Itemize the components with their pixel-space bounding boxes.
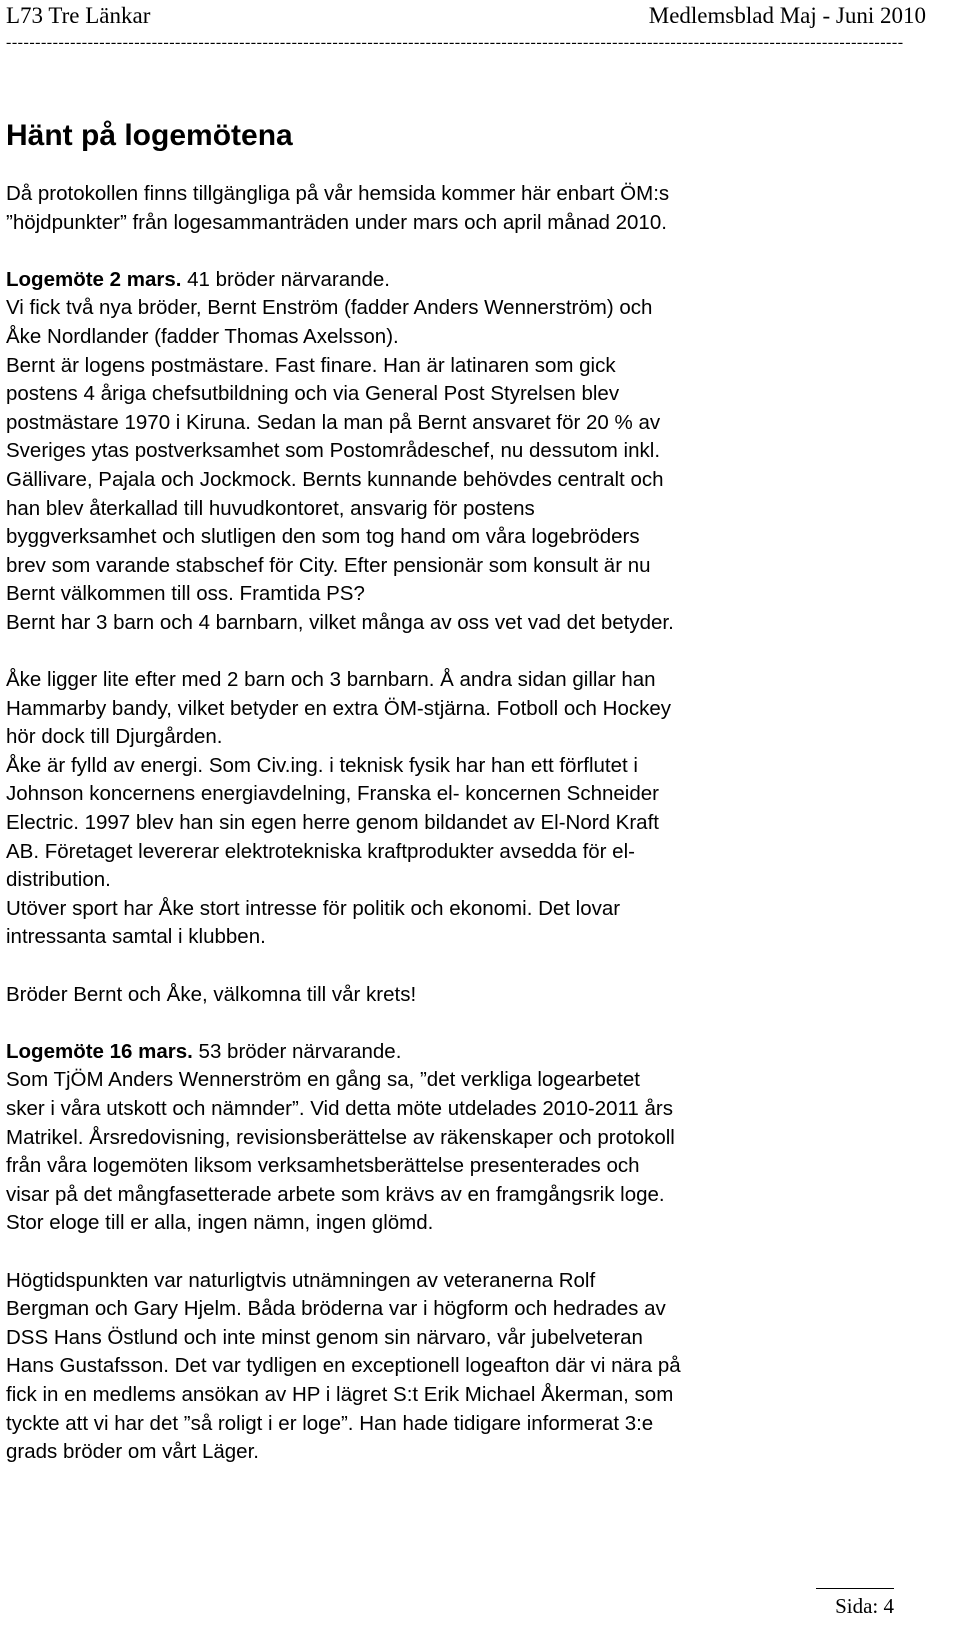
meeting-2-label: Logemöte 16 mars. — [6, 1039, 193, 1063]
meeting-1-label: Logemöte 2 mars. — [6, 267, 182, 291]
newsletter-name: L73 Tre Länkar — [6, 3, 151, 28]
text-line: tyckte att vi har det ”så roligt i er loge”. Han hade tidigare informerat 3:e — [6, 1411, 654, 1435]
text-line: Hans Gustafsson. Det var tydligen en exceptionell logeafton där vi nära på — [6, 1354, 681, 1378]
text-line: Electric. 1997 blev han sin egen herre genom bildandet av El-Nord Kraft — [6, 811, 659, 835]
intro-paragraph — [6, 180, 906, 237]
text-line: distribution. — [6, 868, 111, 892]
text-line: Gällivare, Pajala och Jockmock. Bernts kunnande behövdes centralt och — [6, 467, 664, 491]
text-line: hör dock till Djurgården. — [6, 725, 223, 749]
page-header — [6, 0, 926, 51]
text-line: Högtidspunkten var naturligtvis utnämningen av veteranerna Rolf — [6, 1268, 596, 1292]
article — [6, 116, 906, 1495]
text-line: Bernt välkommen till oss. Framtida PS? — [6, 582, 365, 606]
text-line: AB. Företaget levererar elektrotekniska kraftprodukter avsedda för el- — [6, 839, 635, 863]
text-line: Åke Nordlander (fadder Thomas Axelsson). — [6, 324, 399, 348]
text-line: Åke är fylld av energi. Som Civ.ing. i teknisk fysik har han ett förflutet i — [6, 753, 638, 777]
text-line: Bergman och Gary Hjelm. Båda bröderna var i högform och hedrades av — [6, 1297, 666, 1321]
meeting-1-heading — [6, 266, 906, 295]
highlight-paragraph — [6, 1267, 906, 1467]
text-line: brev som varande stabschef för City. Efter pensionär som konsult är nu — [6, 553, 651, 577]
text-line: Bernt har 3 barn och 4 barnbarn, vilket många av oss vet vad det betyder. — [6, 610, 674, 634]
text-line: Matrikel. Årsredovisning, revisionsberättelse av räkenskaper och protokoll — [6, 1125, 675, 1149]
text-line: Då protokollen finns tillgängliga på vår hemsida kommer här enbart ÖM:s — [6, 182, 670, 205]
meeting-2-heading — [6, 1038, 906, 1067]
header-dashed-rule: ---------------------------------------------------------------------------------------------------------------------------------------------------------- — [6, 35, 904, 51]
text-line: Utöver sport har Åke stort intresse för politik och ekonomi. Det lovar — [6, 896, 621, 920]
text-line: ”höjdpunkter” från logesammanträden under mars och april månad 2010. — [6, 210, 667, 234]
text-line: intressanta samtal i klubben. — [6, 925, 266, 949]
text-line: byggverksamhet och slutligen den som tog hand om våra logebröders — [6, 525, 640, 549]
ake-paragraph — [6, 666, 906, 952]
text-line: DSS Hans Östlund och inte minst genom sin närvaro, vår jubelveteran — [6, 1325, 643, 1349]
page-number: Sida: 4 — [835, 1594, 894, 1618]
text-line: Johnson koncernens energiavdelning, Franska el- koncernen Schneider — [6, 782, 659, 806]
text-line: Bernt är logens postmästare. Fast finare. Han är latinaren som gick — [6, 353, 616, 377]
text-line: Som TjÖM Anders Wennerström en gång sa, ”det verkliga logearbetet — [6, 1068, 640, 1092]
text-line: Hammarby bandy, vilket betyder en extra ÖM-stjärna. Fotboll och Hockey — [6, 696, 671, 720]
text-line: sker i våra utskott och nämnder”. Vid detta möte utdelades 2010-2011 års — [6, 1097, 674, 1120]
text-line: Åke ligger lite efter med 2 barn och 3 barnbarn. Å andra sidan gillar han — [6, 668, 656, 692]
text-line: postens 4 åriga chefsutbildning och via General Post Styrelsen blev — [6, 382, 620, 406]
text-line: Bröder Bernt och Åke, välkomna till vår krets! — [6, 982, 417, 1006]
meeting-2-attendance: 53 bröder närvarande. — [192, 1039, 402, 1063]
text-line: Vi fick två nya bröder, Bernt Enström (fadder Anders Wennerström) och — [6, 296, 653, 320]
meeting-1-attendance: 41 bröder närvarande. — [181, 267, 391, 291]
text-line: fick in en medlems ansökan av HP i lägret S:t Erik Michael Åkerman, som — [6, 1382, 674, 1406]
welcome-paragraph — [6, 981, 906, 1010]
footer-rule — [816, 1588, 894, 1589]
issue-date: Medlemsblad Maj - Juni 2010 — [648, 3, 926, 28]
text-line: från våra logemöten liksom verksamhetsberättelse presenterades och — [6, 1154, 640, 1178]
text-line: postmästare 1970 i Kiruna. Sedan la man på Bernt ansvaret för 20 % av — [6, 410, 661, 434]
article-title: Hänt på logemötena — [6, 119, 293, 152]
meeting-1-paragraph — [6, 266, 906, 638]
text-line: han blev återkallad till huvudkontoret, ansvarig för postens — [6, 496, 535, 520]
meeting-2-paragraph — [6, 1038, 906, 1238]
text-line: visar på det mångfasetterade arbete som krävs av en framgångsrik loge. — [6, 1182, 665, 1206]
text-line: Stor eloge till er alla, ingen nämn, ingen glömd. — [6, 1211, 434, 1235]
text-line: Sveriges ytas postverksamhet som Postområdeschef, nu dessutom inkl. — [6, 439, 661, 463]
text-line: grads bröder om vårt Läger. — [6, 1440, 259, 1464]
